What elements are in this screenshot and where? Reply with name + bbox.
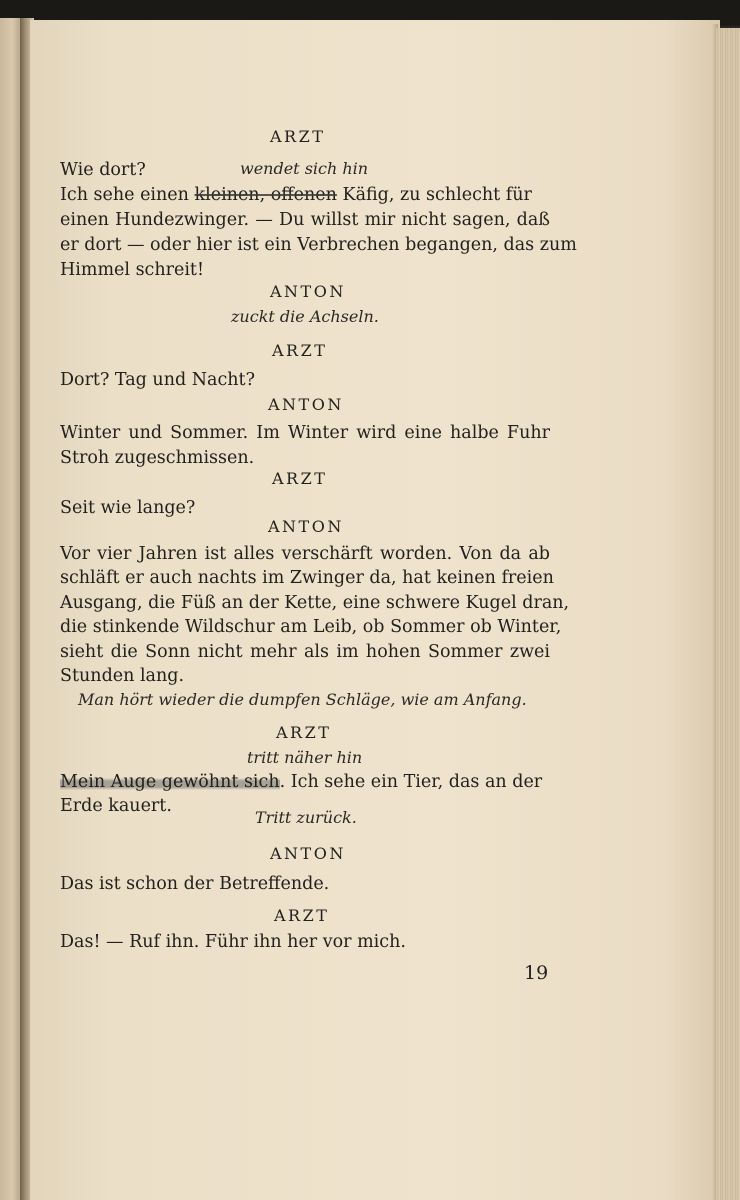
text-line: schläft er auch nachts im Zwinger da, hat keinen freien [60,568,554,588]
speaker-arzt: ARZT [272,341,328,360]
struck-text: kleinen, offenen [194,185,337,205]
text-line: Winter und Sommer. Im Winter wird eine halbe Fuhr [60,423,550,443]
highlighted-struck-text: Mein Auge gewöhnt sich [60,772,280,792]
text-line [60,770,542,794]
text-segment: Ich sehe einen [60,185,189,205]
speaker-anton: ANTON [270,844,346,863]
text-segment: Käfig, zu schlecht für [342,185,532,205]
left-page-edge [0,18,22,1200]
text-line: Wie dort? [60,160,146,180]
stage-direction: Tritt zurück. [255,808,357,827]
text-line: Himmel schreit! [60,260,204,280]
text-line: Seit wie lange? [60,498,196,518]
text-line: Stroh zugeschmissen. [60,448,255,468]
text-line: Vor vier Jahren ist alles verschärft worden. Von da ab [60,544,550,564]
speaker-anton: ANTON [268,395,344,414]
speaker-arzt: ARZT [272,469,328,488]
text-line: Dort? Tag und Nacht? [60,370,255,390]
speaker-arzt: ARZT [274,906,330,925]
text-line: Das! — Ruf ihn. Führ ihn her vor mich. [60,932,406,952]
text-line: Ausgang, die Füß an der Kette, eine schwere Kugel dran, [60,593,570,613]
text-line [60,183,532,207]
speaker-anton: ANTON [270,282,346,301]
text-line: einen Hundezwinger. — Du willst mir nicht sagen, daß [60,210,550,230]
text-line: er dort — oder hier ist ein Verbrechen begangen, das zum [60,235,577,255]
text-line: Erde kauert. [60,796,172,816]
stage-direction: wendet sich hin [240,159,369,178]
stage-direction: zuckt die Achseln. [231,307,379,326]
text-line: Stunden lang. [60,666,185,686]
stage-direction: tritt näher hin [247,748,363,767]
speaker-arzt: ARZT [276,723,332,742]
text-segment: . Ich sehe ein Tier, das an der [279,772,543,792]
page-number: 19 [524,962,549,984]
stage-direction: Man hört wieder die dumpfen Schläge, wie am Anfang. [78,690,527,709]
text-line: Das ist schon der Betreffende. [60,874,330,894]
text-line: sieht die Sonn nicht mehr als im hohen Sommer zwei [60,642,550,662]
page-stack-edges [716,28,740,1200]
text-line: die stinkende Wildschur am Leib, ob Sommer ob Winter, [60,617,562,637]
speaker-arzt: ARZT [270,127,326,146]
speaker-anton: ANTON [268,517,344,536]
